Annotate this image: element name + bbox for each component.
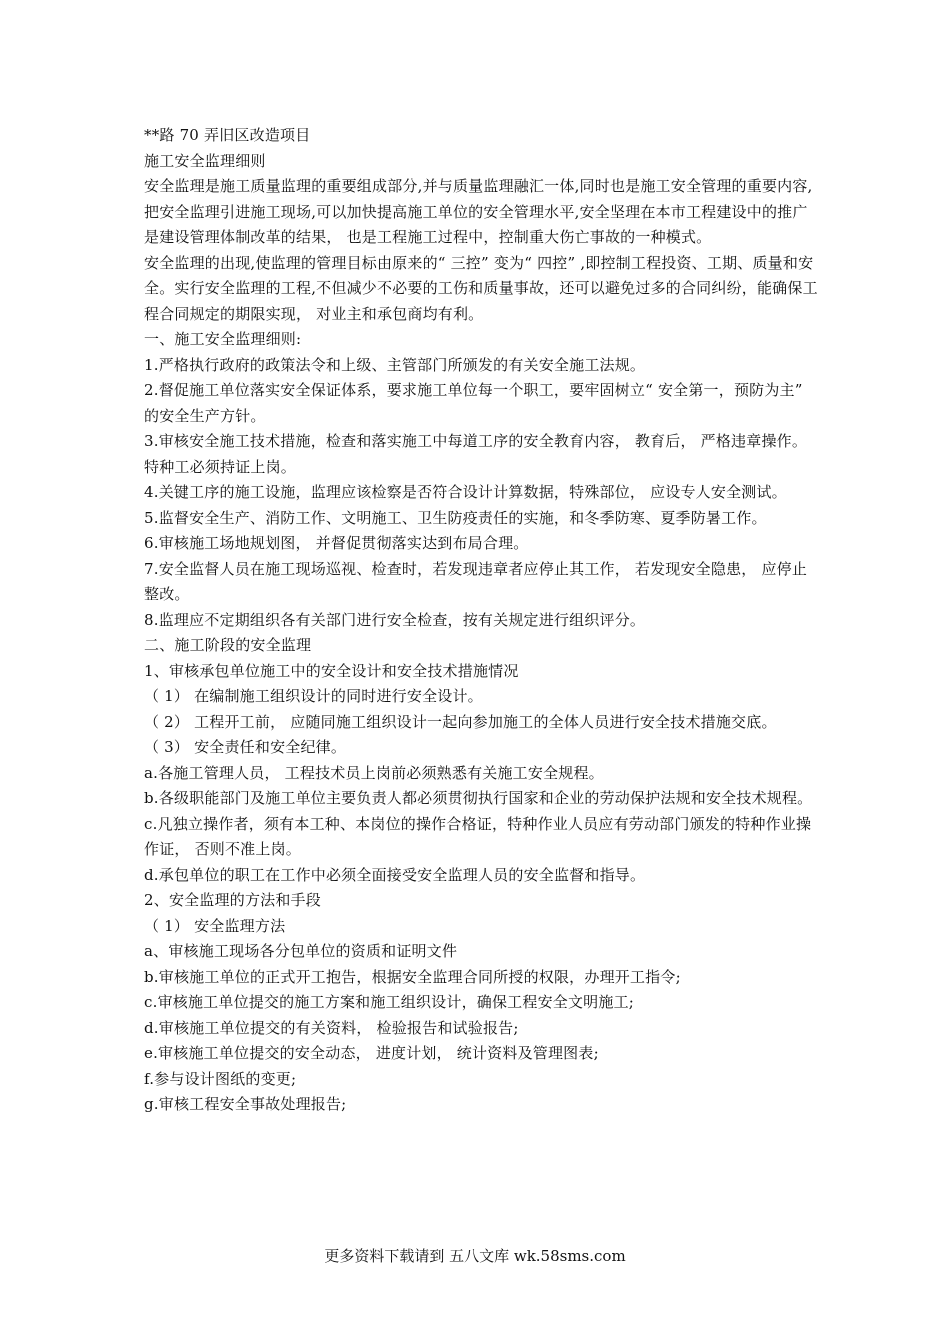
list-item: 4.关键工序的施工设施，监理应该检察是否符合设计计算数据，特殊部位， 应设专人安全测试。	[144, 483, 787, 501]
footer-text: 更多资料下载请到 五八文库 wk.58sms.com	[324, 1247, 626, 1265]
list-item: （ 1） 在编制施工组织设计的同时进行安全设计。	[144, 687, 483, 705]
section-heading: 一、施工安全监理细则:	[144, 330, 302, 348]
subsection-heading: 1、审核承包单位施工中的安全设计和安全技术措施情况	[144, 661, 519, 680]
document-body	[144, 123, 820, 1118]
list-item: 2.督促施工单位落实安全保证体系，要求施工单位每一个职工，要牢固树立“ 安全第一，预防为主” 的安全生产方针。	[144, 381, 803, 425]
list-item: d.审核施工单位提交的有关资料， 检验报告和试验报告;	[144, 1018, 519, 1037]
list-item: （ 3） 安全责任和安全纪律。	[144, 738, 347, 756]
list-item: g.审核工程安全事故处理报告;	[144, 1095, 347, 1113]
document-title: 施工安全监理细则	[144, 151, 266, 170]
intro-paragraph: 安全监理的出现,使监理的管理目标由原来的“ 三控” 变为“ 四控” ,即控制工程投资、工期、质量和安全。实行安全监理的工程,不但减少不必要的工伤和质量事故，还可以避免过多的合同纠纷，能确保工程合同规定的期限实现， 对业主和承包商均有利。	[144, 253, 818, 323]
list-item: 3.审核安全施工技术措施，检查和落实施工中每道工序的安全教育内容， 教育后， 严格违章操作。特种工必须持证上岗。	[144, 432, 808, 476]
list-item: 1.严格执行政府的政策法令和上级、主管部门所颁发的有关安全施工法规。	[144, 355, 646, 374]
list-item: c.凡独立操作者，须有本工种、本岗位的操作合格证，特种作业人员应有劳动部门颁发的特种作业操作证， 否则不准上岗。	[144, 814, 812, 858]
list-item: f.参与设计图纸的变更;	[144, 1069, 297, 1088]
section-heading: 二、施工阶段的安全监理	[144, 636, 312, 654]
list-item: 5.监督安全生产、消防工作、文明施工、卫生防疫责任的实施，和冬季防寒、夏季防暑工作。	[144, 508, 767, 527]
project-title: **路 70 弄旧区改造项目	[144, 126, 311, 144]
list-item: （ 2） 工程开工前， 应随同施工组织设计一起向参加施工的全体人员进行安全技术措施交底。	[144, 712, 777, 731]
list-item: 8.监理应不定期组织各有关部门进行安全检查，按有关规定进行组织评分。	[144, 610, 646, 629]
subsection-heading: 2、安全监理的方法和手段	[144, 891, 321, 909]
list-item: 7.安全监督人员在施工现场巡视、检查时，若发现违章者应停止其工作， 若发现安全隐患， 应停止整改。	[144, 559, 808, 603]
list-item: 6.审核施工场地规划图， 并督促贯彻落实达到布局合理。	[144, 534, 529, 552]
list-item: a.各施工管理人员， 工程技术员上岗前必须熟悉有关施工安全规程。	[144, 763, 604, 782]
list-item: c.审核施工单位提交的施工方案和施工组织设计，确保工程安全文明施工;	[144, 993, 635, 1011]
list-item: b.审核施工单位的正式开工抱告，根据安全监理合同所授的权限，办理开工指令;	[144, 967, 681, 986]
list-item: d.承包单位的职工在工作中必须全面接受安全监理人员的安全监督和指导。	[144, 865, 646, 884]
intro-paragraph: 安全监理是施工质量监理的重要组成部分,并与质量监理融汇一体,同时也是施工安全管理的重要内容,把安全监理引进施工现场,可以加快提高施工单位的安全管理水平,安全坚理在本市工程建设中的推广是建设管理体制改革的结果， 也是工程施工过程中，控制重大伤亡事故的一种模式。	[144, 177, 813, 246]
list-item: e.审核施工单位提交的安全动态， 进度计划， 统计资料及管理图表;	[144, 1044, 599, 1062]
list-item: （ 1） 安全监理方法	[144, 916, 286, 935]
list-item: b.各级职能部门及施工单位主要负责人都必须贯彻执行国家和企业的劳动保护法规和安全技术规程。	[144, 789, 813, 807]
list-item: a、审核施工现场各分包单位的资质和证明文件	[144, 942, 458, 960]
